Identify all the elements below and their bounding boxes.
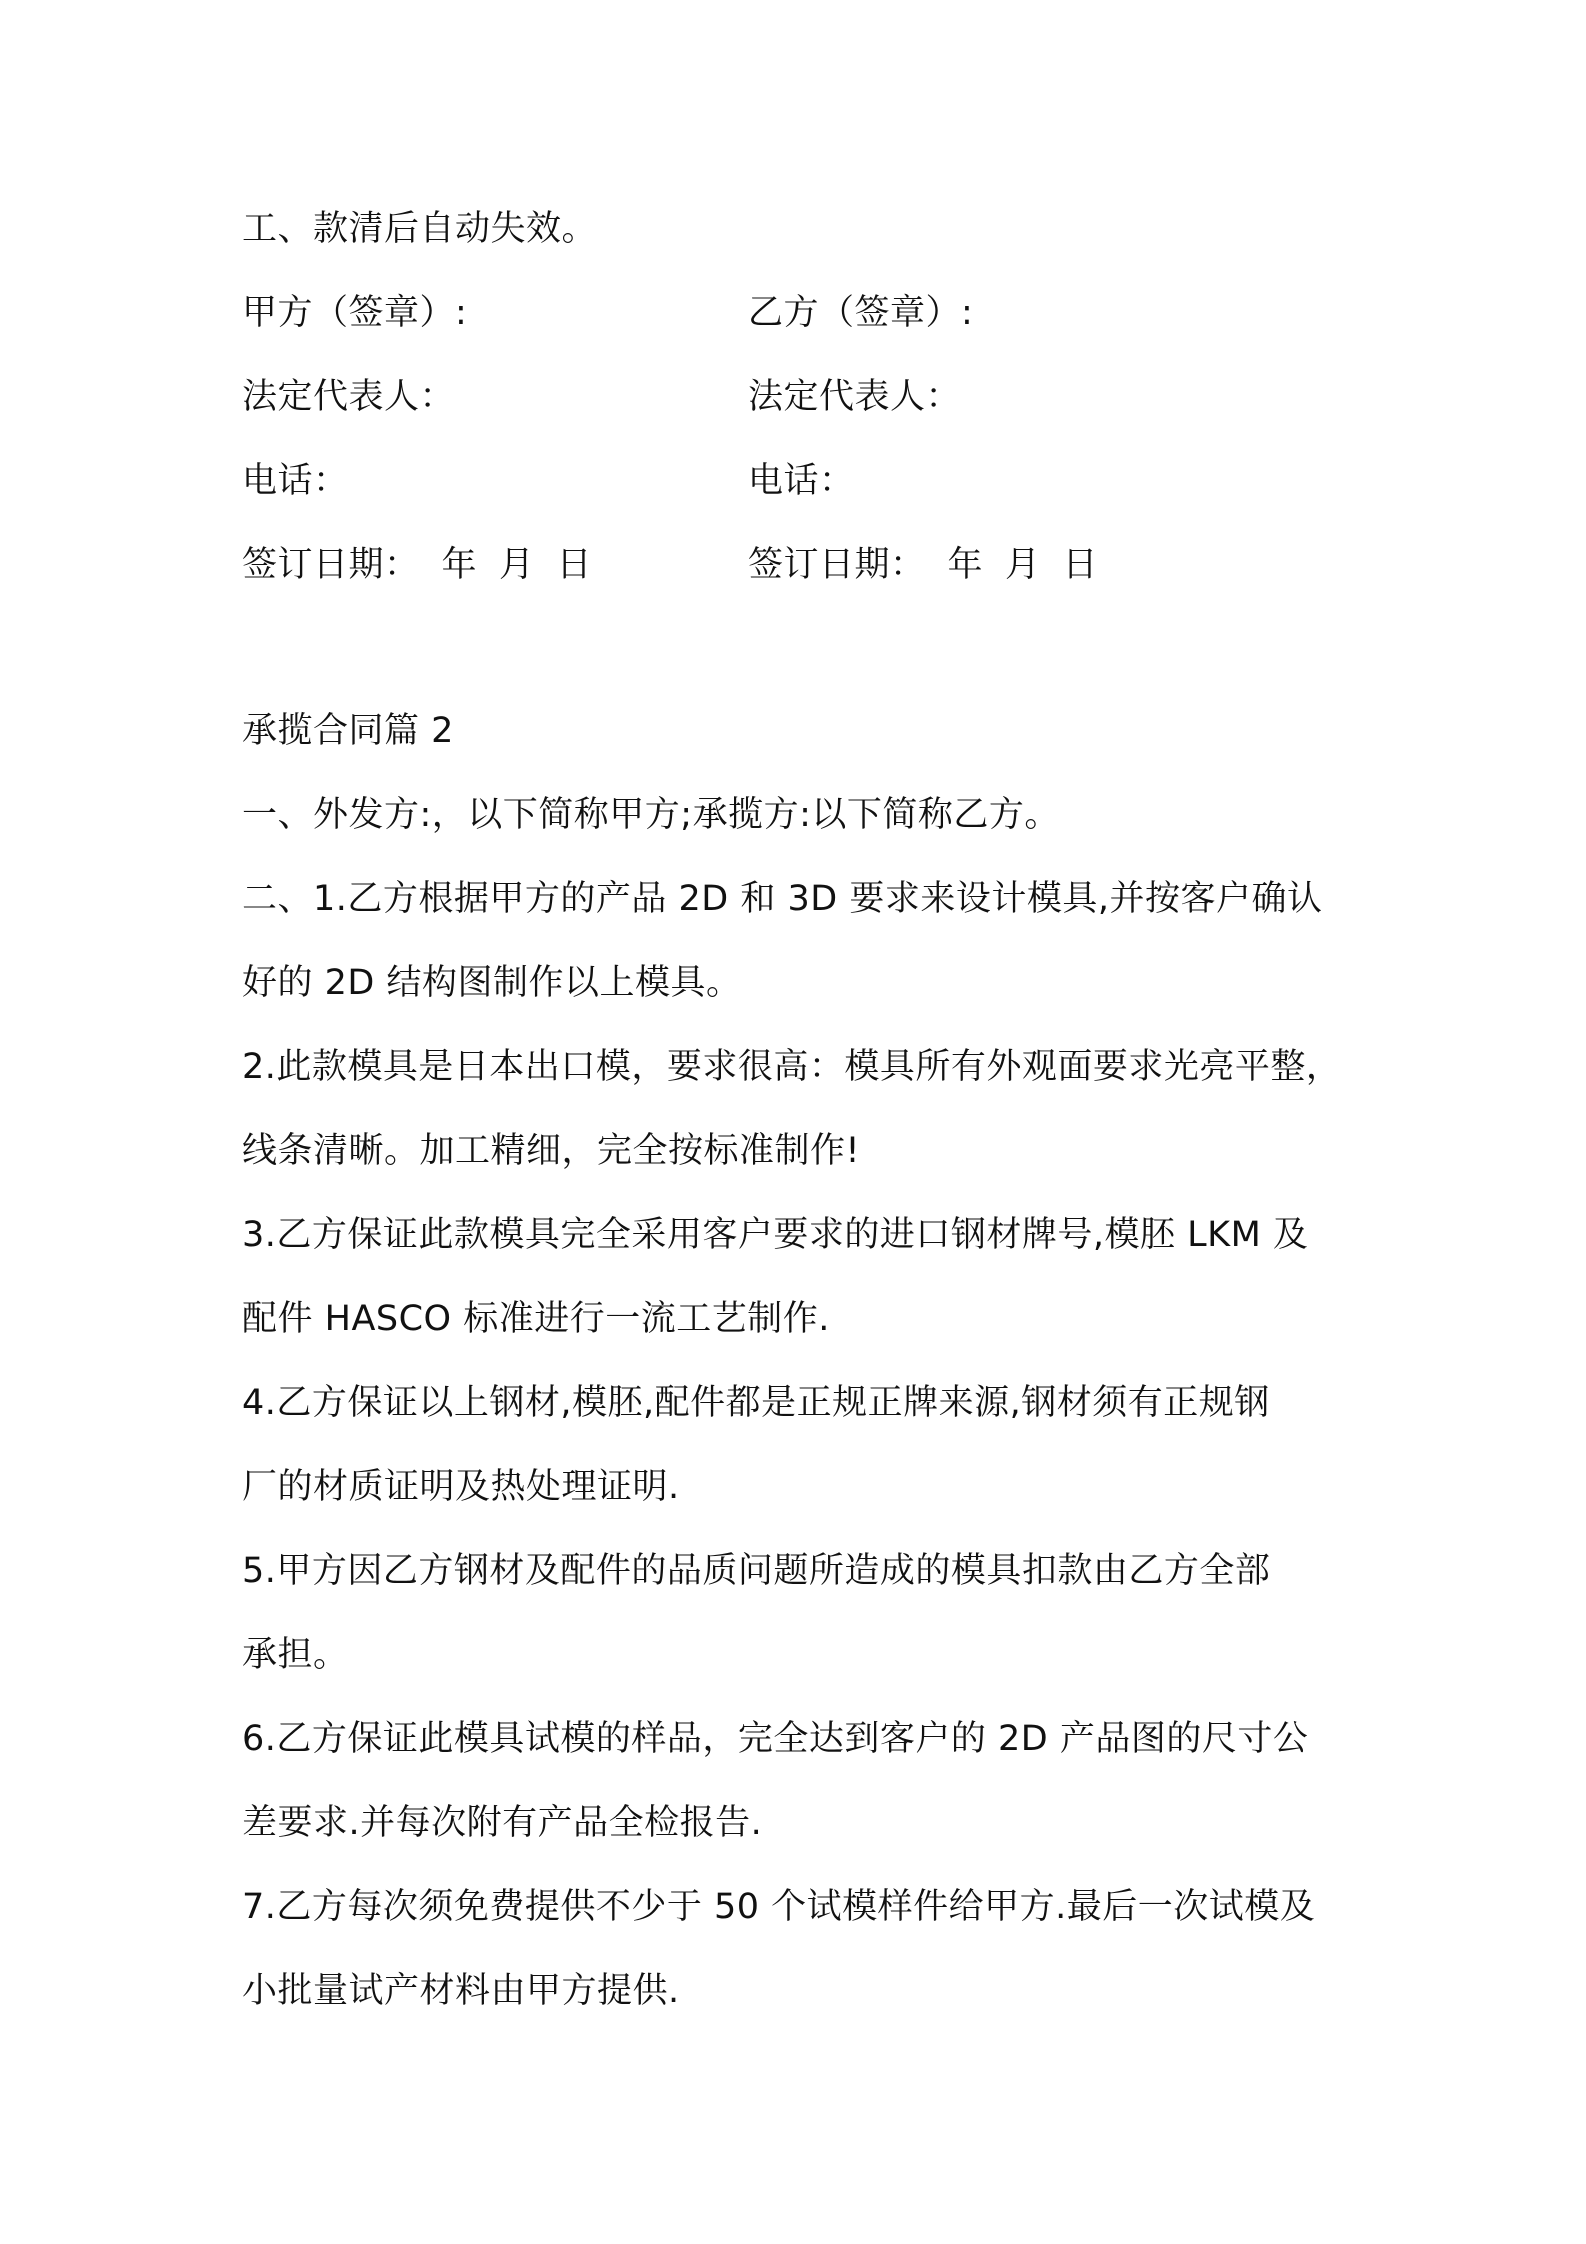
paragraph-line: 二、1.乙方根据甲方的产品 2D 和 3D 要求来设计模具,并按客户确认: [242, 879, 1323, 919]
paragraph-line: 差要求.并每次附有产品全检报告.: [242, 1803, 763, 1843]
party-b-sign-date: [748, 542, 1098, 588]
paragraph-line: 线条清晰。加工精细，完全按标准制作!: [242, 1131, 861, 1171]
party-b-month: 月: [1005, 545, 1041, 585]
party-b-seal-label: 乙方（签章）:: [748, 293, 974, 333]
paragraph-line: 4.乙方保证以上钢材,模胚,配件都是正规正牌来源,钢材须有正规钢: [242, 1383, 1270, 1423]
party-a-representative-label: 法定代表人：: [242, 377, 456, 417]
paragraph-line: 6.乙方保证此模具试模的样品，完全达到客户的 2D 产品图的尺寸公: [242, 1719, 1309, 1759]
party-a-sign-date: [242, 542, 592, 588]
paragraph-line: 好的 2D 结构图制作以上模具。: [242, 963, 742, 1003]
party-a-seal-label: 甲方（签章）:: [242, 293, 468, 333]
closing-clause: 工、款清后自动失效。: [242, 209, 598, 249]
party-b-phone-label: 电话：: [748, 461, 855, 501]
party-b-year: 年: [947, 545, 984, 585]
paragraph-line: 一、外发方:，以下简称甲方;承揽方:以下简称乙方。: [242, 795, 1060, 835]
party-a-day: 日: [556, 545, 593, 585]
paragraph-line: 5.甲方因乙方钢材及配件的品质问题所造成的模具扣款由乙方全部: [242, 1551, 1271, 1591]
party-b-date-label: 签订日期：: [748, 545, 926, 585]
paragraph-line: 小批量试产材料由甲方提供.: [242, 1971, 680, 2011]
paragraph-line: 3.乙方保证此款模具完全采用客户要求的进口钢材牌号,模胚 LKM 及: [242, 1215, 1309, 1255]
party-a-month: 月: [499, 545, 535, 585]
party-b-day: 日: [1062, 545, 1099, 585]
party-a-year: 年: [441, 545, 478, 585]
paragraph-line: 厂的材质证明及热处理证明.: [242, 1467, 680, 1507]
paragraph-line: 承担。: [242, 1635, 349, 1675]
section-title: 承揽合同篇 2: [242, 711, 454, 751]
party-b-representative-label: 法定代表人：: [748, 377, 962, 417]
paragraph-line: 7.乙方每次须免费提供不少于 50 个试模样件给甲方.最后一次试模及: [242, 1887, 1316, 1927]
paragraph-line: 配件 HASCO 标准进行一流工艺制作.: [242, 1299, 830, 1339]
paragraph-line: 2.此款模具是日本出口模，要求很高：模具所有外观面要求光亮平整，: [242, 1047, 1342, 1087]
party-a-phone-label: 电话：: [242, 461, 349, 501]
party-a-date-label: 签订日期：: [242, 545, 420, 585]
